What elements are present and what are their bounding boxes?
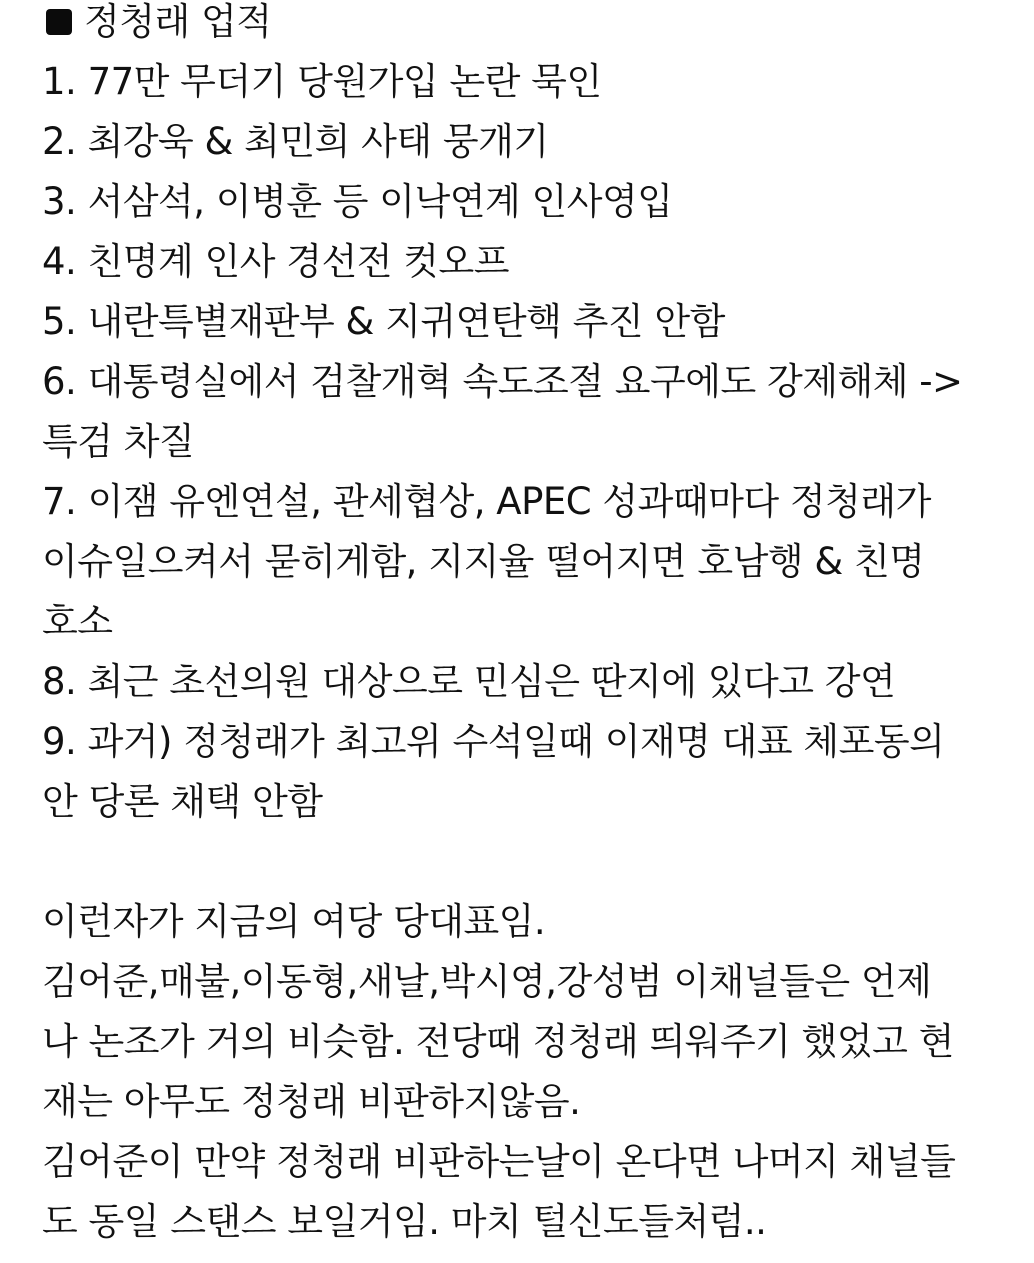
list-item-line: 9. 과거) 정청래가 최고위 수석일때 이재명 대표 체포동의 (42, 720, 945, 763)
black-square-icon (46, 9, 72, 35)
list-item (42, 712, 994, 832)
commentary-line: 재는 아무도 정청래 비판하지않음. (42, 1080, 581, 1123)
list-item-line: 5. 내란특별재판부 & 지귀연탄핵 추진 안함 (42, 300, 725, 343)
list-item-line: 이슈일으켜서 묻히게함, 지지율 떨어지면 호남행 & 친명 (42, 540, 925, 583)
list-item (42, 112, 994, 172)
list-item-line: 3. 서삼석, 이병훈 등 이낙연계 인사영입 (42, 180, 673, 223)
list-item (42, 652, 994, 712)
blank-line (42, 832, 994, 892)
list-item-line: 호소 (42, 600, 113, 643)
commentary-line: 김어준이 만약 정청래 비판하는날이 온다면 나머지 채널들 (42, 1140, 956, 1183)
list-item-line: 8. 최근 초선의원 대상으로 민심은 딴지에 있다고 강연 (42, 660, 896, 703)
commentary-line: 도 동일 스탠스 보일거임. 마치 털신도들처럼.. (42, 1200, 767, 1243)
list-item (42, 472, 994, 652)
commentary-line: 나 논조가 거의 비슷함. 전당때 정청래 띄워주기 했었고 현 (42, 1020, 954, 1063)
list-item (42, 292, 994, 352)
list-item-line: 안 당론 채택 안함 (42, 780, 323, 823)
list-item-line: 2. 최강욱 & 최민희 사태 뭉개기 (42, 120, 549, 163)
list-item (42, 172, 994, 232)
heading-text: 정청래 업적 (84, 0, 272, 43)
list-item-line: 6. 대통령실에서 검찰개혁 속도조절 요구에도 강제해체 -> (42, 360, 963, 403)
list-item-line: 1. 77만 무더기 당원가입 논란 묵인 (42, 60, 602, 103)
achievement-list (42, 52, 994, 832)
commentary (42, 892, 994, 1252)
list-item-line: 7. 이잼 유엔연설, 관세협상, APEC 성과때마다 정청래가 (42, 480, 931, 523)
list-item-line: 4. 친명계 인사 경선전 컷오프 (42, 240, 510, 283)
heading (42, 0, 994, 52)
list-item-line: 특검 차질 (42, 420, 195, 463)
commentary-line: 이런자가 지금의 여당 당대표임. (42, 900, 546, 943)
list-item (42, 352, 994, 472)
list-item (42, 52, 994, 112)
commentary-line: 김어준,매불,이동형,새날,박시영,강성범 이채널들은 언제 (42, 960, 932, 1003)
list-item (42, 232, 994, 292)
